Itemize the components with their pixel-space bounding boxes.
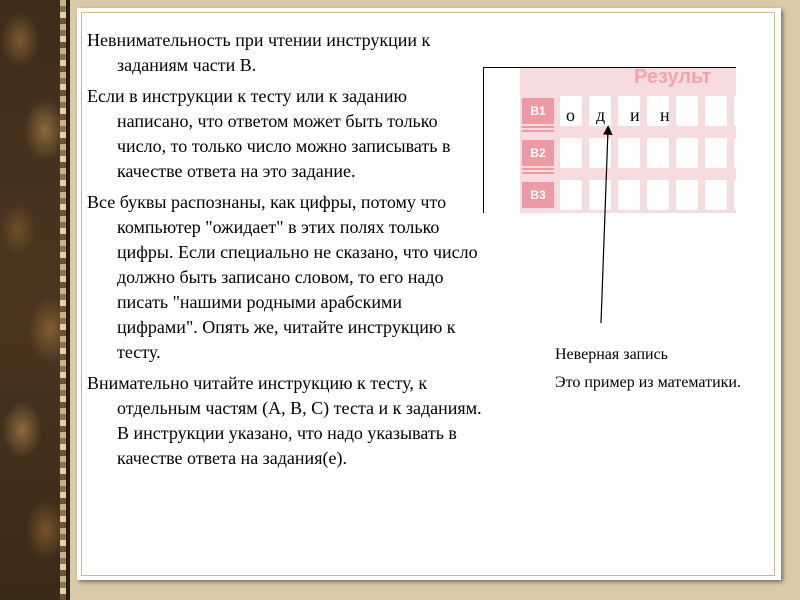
paragraph-title: Невнимательность при чтении инструкции к заданиям части В. [87,30,431,75]
row-label-b1: B1 [522,98,554,124]
note-example: Это пример из математики. [555,374,741,391]
written-letter: н [660,105,670,125]
paragraph-instruction: Если в инструкции к тесту или к заданию написано, что ответом может быть только число, то только число можно записывать в качестве ответа на это задание. [87,86,451,181]
note-wrong-entry: Неверная запись [555,346,668,363]
row-label-b2: B2 [522,140,554,166]
written-letter: д [596,105,606,125]
paragraph-advice: Внимательно читайте инструкцию к тесту, к отдельным частям (А, В, С) теста и к заданиям. В инструкции указано, что надо указывать в качестве ответа на задания(е). [87,373,482,468]
arrow-line [601,130,608,323]
written-letter: о [566,105,575,125]
answer-form-title: Результ [634,67,712,88]
row-label-b3: B3 [522,182,554,208]
paragraph-explanation: Все буквы распознаны, как цифры, потому что компьютер "ожидает" в этих полях только цифры. Если специально не сказано, что число должно быть записано словом, то его надо писать "нашими родными арабскими цифрами". Опять же, читайте инструкцию к тесту. [87,192,478,362]
written-letter: и [630,105,640,125]
